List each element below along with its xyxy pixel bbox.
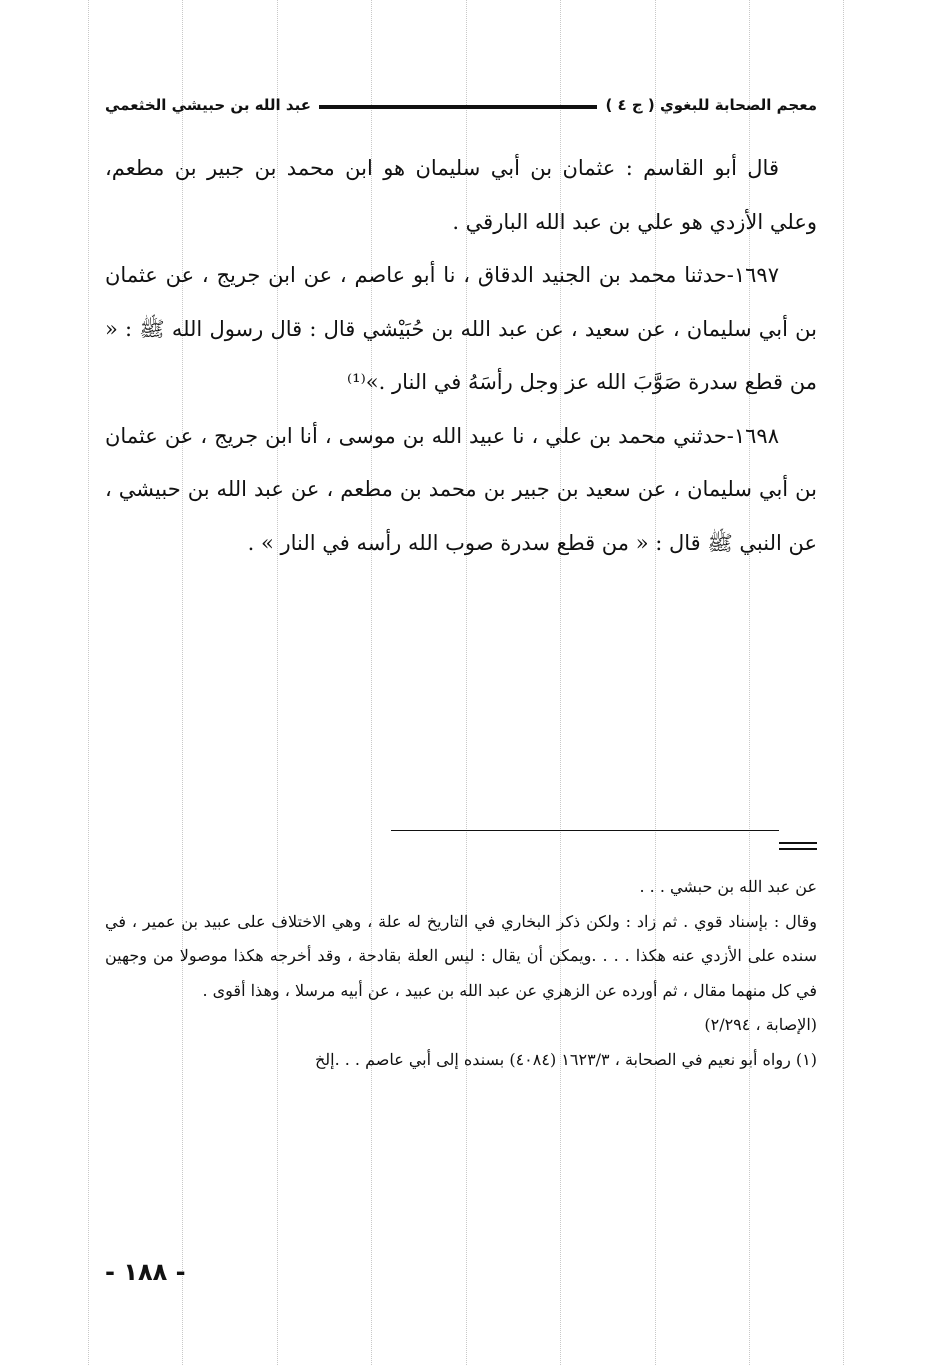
scan-guide-line bbox=[843, 0, 844, 1365]
running-header bbox=[105, 92, 817, 118]
header-entry-name: عبد الله بن حبيشي الخثعمي bbox=[105, 96, 311, 114]
header-book-title: معجم الصحابة للبغوي ( ج ٤ ) bbox=[605, 96, 817, 114]
header-rule bbox=[319, 105, 597, 109]
footnote-continued-1: عن عبد الله بن حبشي . . . bbox=[639, 877, 817, 896]
book-page bbox=[105, 0, 817, 1365]
hadith-1698: ١٦٩٨-حدثني محمد بن علي ، نا عبيد الله بن موسى ، أنا ابن جريج ، عن عثمان بن أبي سليمان ، عن سعيد بن جبير بن محمد بن مطعم ، عن عبد الله بن حبيشي ، عن النبي ﷺ قال : « من قطع سدرة صوب الله رأسه في النار » . bbox=[105, 423, 817, 555]
paragraph-note: قال أبو القاسم : عثمان بن أبي سليمان هو ابن محمد بن جبير بن مطعم، وعلي الأزدي هو علي بن عبد الله البارقي . bbox=[105, 156, 817, 234]
page-number: - ١٨٨ - bbox=[105, 1258, 186, 1286]
footnote-continued-2: وقال : بإسناد قوي . ثم زاد : ولكن ذكر البخاري في التاريخ له علة ، وهي الاختلاف على عبيد بن عمير ، في سنده على الأزدي عنه هكذا . . . .ويمكن أن يقال : ليس العلة بقادحة ، وقد أخرجه هكذا موصولا من وجهين في كل منهما مقال ، ثم أورده عن الزهري عن عبد الله بن عبيد ، عن أبيه مرسلا ، وهذا أقوى . bbox=[105, 911, 817, 1000]
main-text bbox=[105, 142, 817, 570]
footnotes bbox=[105, 870, 817, 1077]
footnote-1: (١) رواه أبو نعيم في الصحابة ، ١٦٢٣/٣ (٤٠٨٤) بسنده إلى أبي عاصم . . .إلخ bbox=[314, 1049, 817, 1069]
scan-guide-line bbox=[88, 0, 89, 1365]
footnote-source: (الإصابة ، ٢/٢٩٤) bbox=[704, 1015, 817, 1034]
footnote-separator bbox=[105, 830, 817, 850]
hadith-1697: ١٦٩٧-حدثنا محمد بن الجنيد الدقاق ، نا أبو عاصم ، عن ابن جريج ، عن عثمان بن أبي سليمان ، عن سعيد ، عن عبد الله بن حُبَيْشي قال : قال رسول الله ﷺ : « من قطع سدرة صَوَّبَ الله عز وجل رأسَهُ في النار .»⁽¹⁾ bbox=[105, 263, 817, 394]
